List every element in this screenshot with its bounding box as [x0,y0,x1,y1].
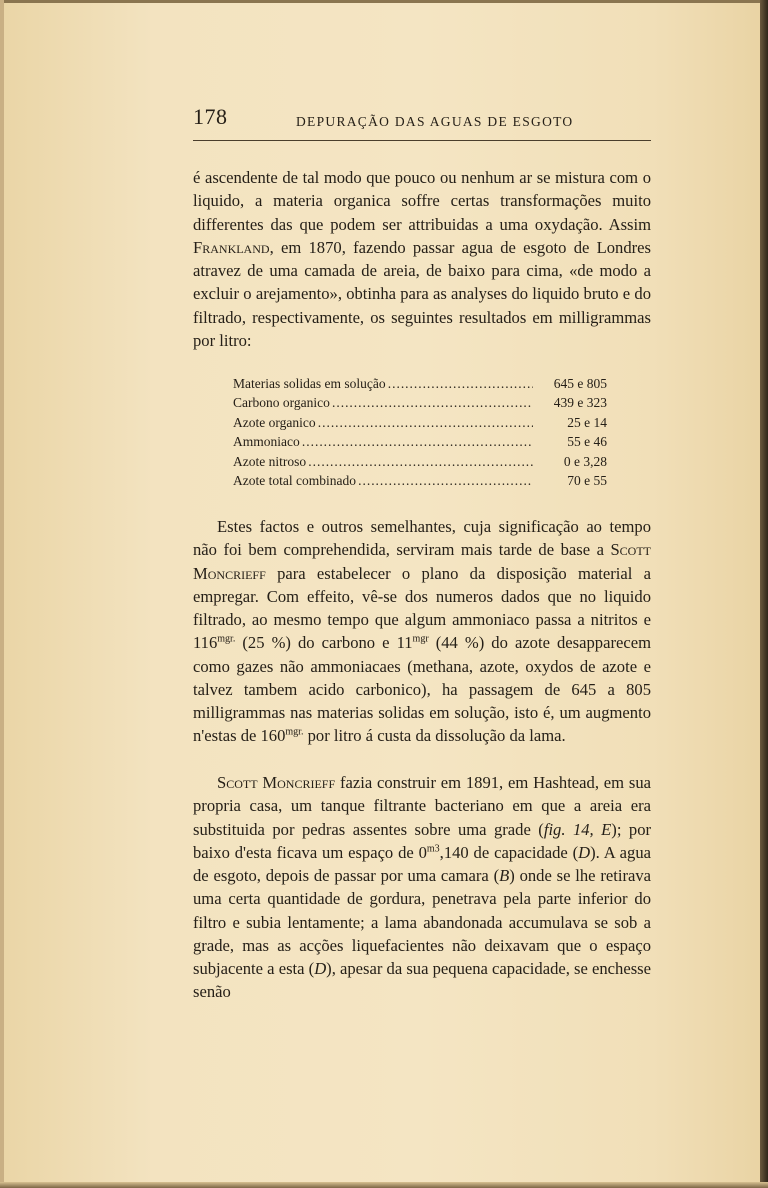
author-name: Frankland [193,237,270,257]
table-row-label: Materias solidas em solução . . . [233,374,533,393]
table-row-value: 55 e 46 [567,434,607,450]
figure-letter: D [314,959,327,978]
page-right-edge [760,0,768,1188]
text-span: é ascendente de tal modo que pouco ou nenhum ar se mistura com o liquido, a materia organica soffre certas transformações muito differentes das que podem ser attribuidas a uma oxydação. Assim [193,168,651,234]
figure-letter: D [578,842,591,862]
text-span: ); por baixo d'esta ficava um espaço de 0 [193,819,652,862]
table-row-value: 25 e 14 [567,414,607,430]
text-span: ,140 de capacidade ( [439,842,579,862]
page-top-edge [0,0,768,3]
table-row-label: Azote nitroso . . . [233,452,533,471]
table-row [233,374,613,393]
unit-superscript: mgr. [285,726,304,738]
figure-reference: fig. 14, E [543,819,612,839]
text-span: fazia construir em 1891, em Hashtead, em sua propria casa, um tanque filtrante bacteriano em que a areia era substituida por pedras assentes sobre uma grade ( [193,773,651,839]
page-left-edge [0,0,4,1188]
text-span: ). A agua de esgoto, depois de passar por uma camara ( [193,842,651,885]
table-row-label: Azote organico . . . [233,413,533,432]
paragraph-2 [193,515,651,748]
figure-letter: B [499,866,510,885]
table-row [233,432,613,451]
table-row-label: Ammoniaco . . . [233,432,533,451]
table-row-value: 439 e 323 [553,395,607,411]
text-span: (44 %) do azote desapparecem como gazes não ammoniacaes (methana, azote, oxydos de azote e talvez tambem acido carbonico), ha passagem de 645 a 805 milligrammas nas materias solidas em solução, isto é, um augmento n'estas de 160 [193,633,651,746]
page-header [193,104,651,144]
table-row-label: Azote total combinado . . . [233,471,533,490]
unit-superscript: mgr. [217,633,236,645]
unit-superscript: m3 [426,843,440,855]
table-row [233,471,613,490]
paragraph-3 [193,771,651,1004]
page-bottom-edge [0,1182,768,1188]
table-row-value: 645 e 805 [553,376,607,391]
paragraph-1 [193,166,651,352]
running-title: DEPURAÇÃO DAS AGUAS DE ESGOTO [296,114,574,129]
text-span: , em 1870, fazendo passar agua de esgoto de Londres atravez de uma camada de areia, de baixo para cima, «de modo a excluir o arejamento», obtinha para as analyses do liquido bruto e do filtrado, respectivamente, os seguintes resultados em milligrammas por litro: [193,237,651,350]
text-span: ) onde se lhe retirava uma certa quantidade de gordura, penetrava pela parte inferior do filtro e subia lentamente; a lama abandonada accumulava se sob a grade, mas as acções liquefacientes não deixavam que o espaço subjacente a esta ( [193,866,651,978]
table-row [233,413,613,432]
header-rule [193,140,651,141]
table-row [233,452,613,471]
text-span: para estabelecer o plano da disposição material a empregar. Com effeito, vê-se dos numeros dados que no liquido filtrado, ao mesmo tempo que algum ammoniaco passa a nitritos e 116 [193,563,651,653]
author-name: Scott Moncrieff [193,540,651,583]
results-table [233,374,613,490]
page-number: 178 [193,104,228,129]
unit-superscript: mgr [412,633,429,645]
table-row-label: Carbono organico . . . [233,393,533,412]
table-row [233,393,613,412]
text-span: ), apesar da sua pequena capacidade, se enchesse senão [193,959,651,1002]
table-row-value: 0 e 3,28 [563,453,607,469]
table-row-value: 70 e 55 [567,472,607,488]
author-name: Scott Moncrieff [217,773,336,792]
text-span: (25 %) do carbono e 11 [235,633,413,653]
text-span: por litro á custa da dissolução da lama. [303,726,566,746]
text-span: Estes factos e outros semelhantes, cuja significação ao tempo não foi bem comprehendida, serviram mais tarde de base a [193,517,651,560]
